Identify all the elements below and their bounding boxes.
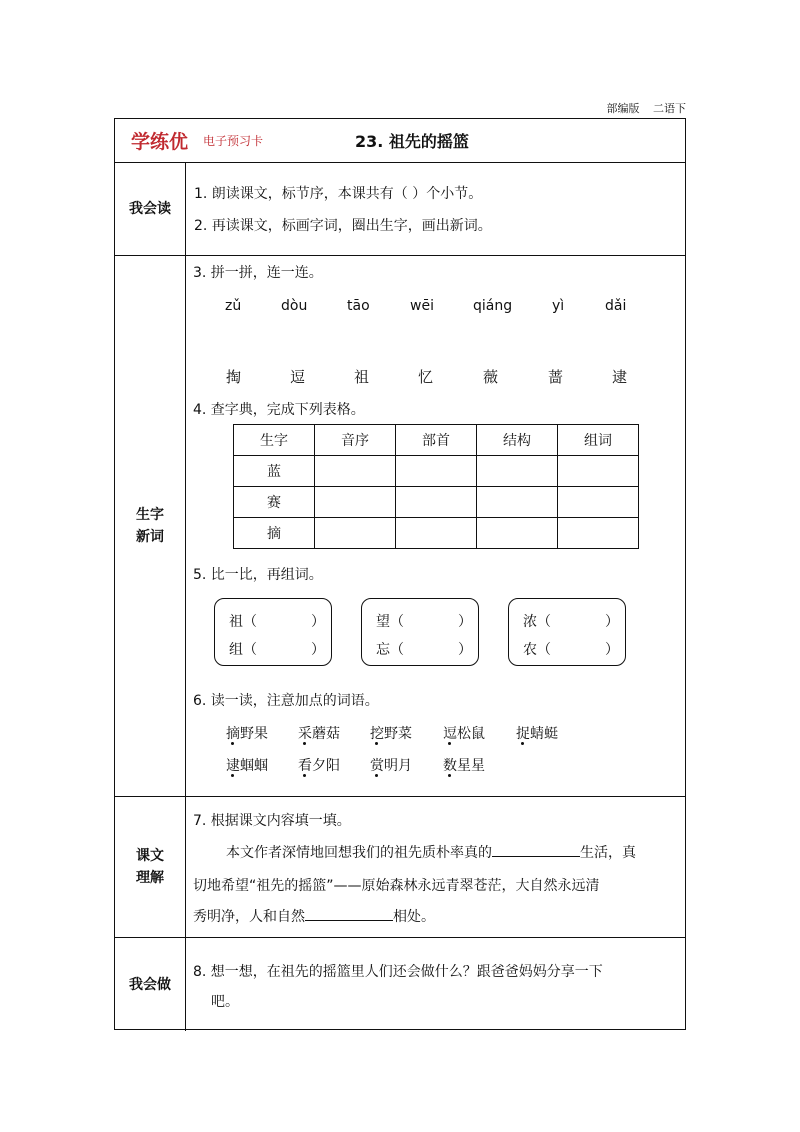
compare-box <box>214 598 332 666</box>
pinyin-item: dòu <box>281 298 308 314</box>
brand-name: 学练优 <box>131 131 189 153</box>
table-row <box>234 487 639 518</box>
hanzi-item: 蔷 <box>548 368 564 386</box>
compare-close: ） <box>458 642 472 658</box>
page-header <box>597 100 687 116</box>
compare-word: 望（ <box>376 614 404 630</box>
pinyin-item: dǎi <box>605 298 627 314</box>
question-2: 2. 再读课文，标画字词，圈出生字，画出新词。 <box>194 218 492 234</box>
section-understand-label-line1: 课文 <box>136 848 164 864</box>
table-header-cell: 音序 <box>315 425 396 456</box>
hanzi-item: 逗 <box>290 368 306 386</box>
phrase: 赏明月 <box>370 758 412 774</box>
dictionary-table <box>233 424 639 549</box>
table-char-cell: 蓝 <box>234 456 315 487</box>
compare-word: 祖（ <box>229 614 257 630</box>
emphasis-dot <box>231 774 234 777</box>
hanzi-item: 逮 <box>612 368 628 386</box>
table-answer-cell[interactable] <box>396 518 477 549</box>
section-words-label-line2: 新词 <box>136 529 164 545</box>
table-answer-cell[interactable] <box>315 487 396 518</box>
question-4: 4. 查字典，完成下列表格。 <box>193 402 365 418</box>
compare-word: 农（ <box>523 642 551 658</box>
compare-word: 忘（ <box>376 642 404 658</box>
emphasis-dot <box>375 774 378 777</box>
hanzi-item: 祖 <box>354 368 370 386</box>
table-answer-cell[interactable] <box>558 487 639 518</box>
fill-line-2: 切地希望“祖先的摇篮”——原始森林永远青翠苍茫，大自然永远清 <box>193 878 600 894</box>
table-char-cell: 赛 <box>234 487 315 518</box>
fill-text: 生活，真 <box>580 845 636 861</box>
compare-box <box>361 598 479 666</box>
lesson-title: 23. 祖先的摇篮 <box>355 132 469 151</box>
table-header-row <box>234 425 639 456</box>
table-char-cell: 摘 <box>234 518 315 549</box>
pinyin-item: tāo <box>347 298 370 314</box>
question-6: 6. 读一读，注意加点的词语。 <box>193 693 379 709</box>
brand-subtitle: 电子预习卡 <box>203 134 264 148</box>
phrase: 看夕阳 <box>298 758 340 774</box>
fill-blank[interactable] <box>492 844 580 857</box>
fill-text: 秀明净，人和自然 <box>193 909 305 925</box>
table-header-cell: 部首 <box>396 425 477 456</box>
section-do <box>115 937 685 1031</box>
compare-box <box>508 598 626 666</box>
compare-close: ） <box>605 642 619 658</box>
table-header-cell: 生字 <box>234 425 315 456</box>
title-row <box>115 119 685 162</box>
table-header-cell: 组词 <box>558 425 639 456</box>
emphasis-dot <box>521 742 524 745</box>
emphasis-dot <box>375 742 378 745</box>
compare-close: ） <box>311 642 325 658</box>
fill-line-1 <box>226 842 636 862</box>
edition-label: 部编版 <box>606 102 640 115</box>
pinyin-item: zǔ <box>225 298 242 314</box>
phrase: 摘野果 <box>226 726 268 742</box>
section-words-label <box>115 256 186 796</box>
table-answer-cell[interactable] <box>315 518 396 549</box>
table-header-cell: 结构 <box>477 425 558 456</box>
section-understand-label-line2: 理解 <box>136 870 164 886</box>
section-words-label-line1: 生字 <box>136 507 164 523</box>
question-8: 8. 想一想，在祖先的摇篮里人们还会做什么？跟爸爸妈妈分享一下 <box>193 964 603 980</box>
fill-line-3 <box>193 906 435 926</box>
question-1: 1. 朗读课文，标节序，本课共有（ ）个小节。 <box>194 186 483 202</box>
emphasis-dot <box>303 742 306 745</box>
hanzi-item: 掏 <box>226 368 242 386</box>
compare-close: ） <box>311 614 325 630</box>
compare-close: ） <box>605 614 619 630</box>
phrase: 捉蜻蜓 <box>516 726 558 742</box>
emphasis-dot <box>303 774 306 777</box>
hanzi-item: 忆 <box>418 368 434 386</box>
table-answer-cell[interactable] <box>315 456 396 487</box>
phrase: 挖野菜 <box>370 726 412 742</box>
table-answer-cell[interactable] <box>558 518 639 549</box>
question-3: 3. 拼一拼，连一连。 <box>193 265 323 281</box>
question-8-continued: 吧。 <box>211 994 239 1010</box>
table-answer-cell[interactable] <box>477 518 558 549</box>
table-answer-cell[interactable] <box>558 456 639 487</box>
question-7: 7. 根据课文内容填一填。 <box>193 813 351 829</box>
section-do-label: 我会做 <box>115 938 186 1031</box>
pinyin-item: wēi <box>410 298 434 314</box>
question-5: 5. 比一比，再组词。 <box>193 567 323 583</box>
emphasis-dot <box>231 742 234 745</box>
phrase: 数星星 <box>443 758 485 774</box>
pinyin-item: qiáng <box>473 298 513 314</box>
table-answer-cell[interactable] <box>477 487 558 518</box>
table-row <box>234 456 639 487</box>
section-read <box>115 162 685 255</box>
compare-word: 浓（ <box>523 614 551 630</box>
fill-blank[interactable] <box>305 908 393 921</box>
phrase: 采蘑菇 <box>298 726 340 742</box>
emphasis-dot <box>448 774 451 777</box>
emphasis-dot <box>448 742 451 745</box>
section-read-label: 我会读 <box>115 163 186 255</box>
hanzi-item: 薇 <box>483 368 499 386</box>
section-understand-label <box>115 797 186 937</box>
table-answer-cell[interactable] <box>477 456 558 487</box>
phrase: 逮蝈蝈 <box>226 758 268 774</box>
fill-text: 本文作者深情地回想我们的祖先质朴率真的 <box>226 845 492 861</box>
table-answer-cell[interactable] <box>396 456 477 487</box>
compare-close: ） <box>458 614 472 630</box>
fill-text: 相处。 <box>393 909 435 925</box>
phrase: 逗松鼠 <box>443 726 485 742</box>
grade-label: 二语下 <box>653 102 686 115</box>
pinyin-item: yì <box>552 298 565 314</box>
compare-word: 组（ <box>229 642 257 658</box>
table-row <box>234 518 639 549</box>
table-answer-cell[interactable] <box>396 487 477 518</box>
